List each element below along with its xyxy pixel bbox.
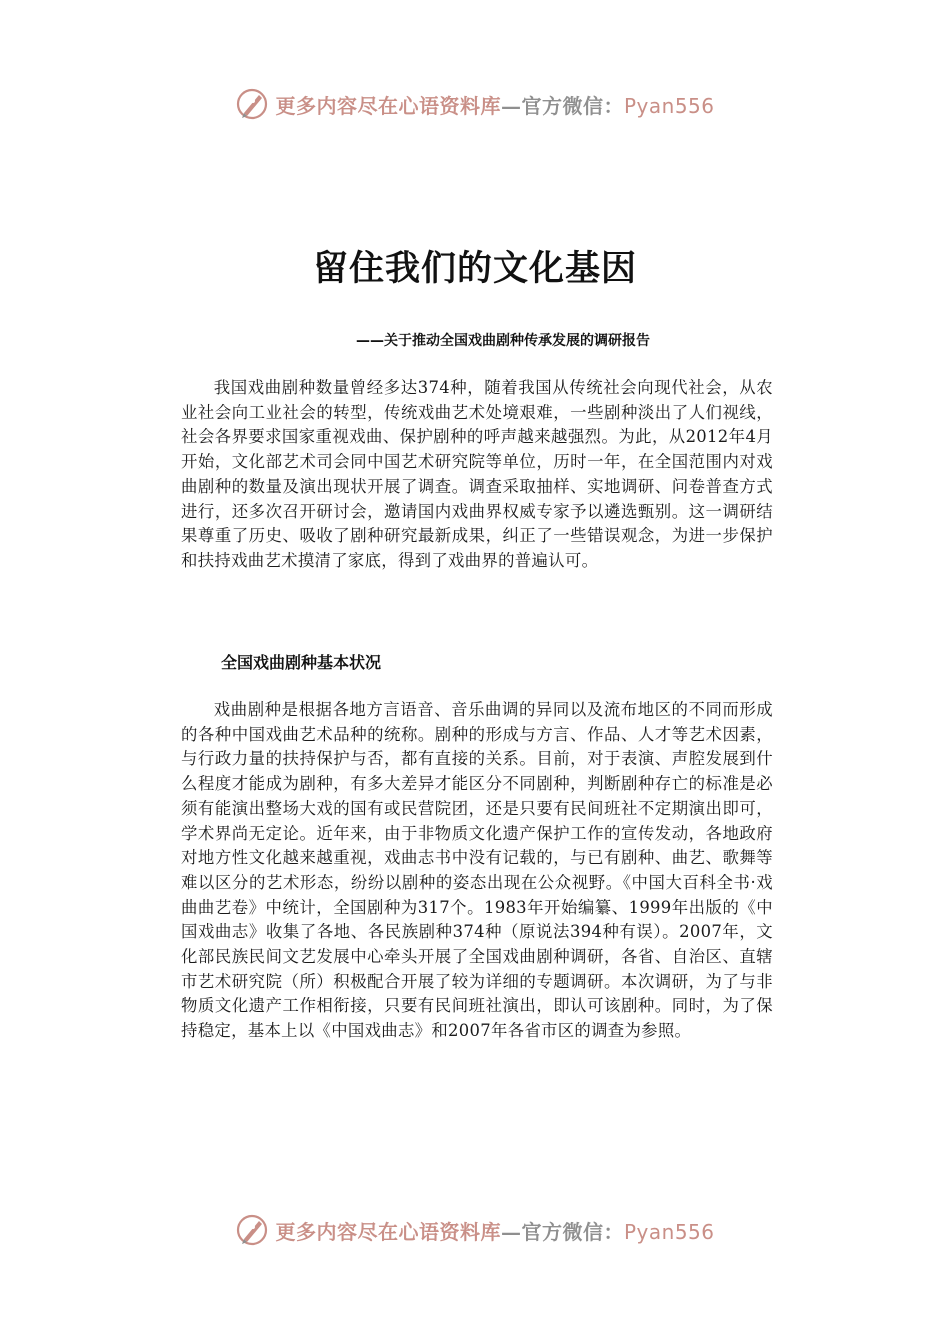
footer-banner-main-text: 更多内容尽在心语资料库 — [275, 1219, 501, 1244]
section-heading: 全国戏曲剧种基本状况 — [221, 653, 382, 672]
section-paragraph: 戏曲剧种是根据各地方言语音、音乐曲调的异同以及流布地区的不同而形成的各种中国戏曲艺术品种的统称。剧种的形成与方言、作品、人才等艺术因素，与行政力量的扶持保护与否，都有直接的关系。目前，对于表演、声腔发展到什么程度才能成为剧种，有多大差异才能区分不同剧种，判断剧种存亡的标准是必须有能演出整场大戏的国有或民营院团，还是只要有民间班社不定期演出即可，学术界尚无定论。近年来，由于非物质文化遗产保护工作的宣传发动，各地政府对地方性文化越来越重视，戏曲志书中没有记载的，与已有剧种、曲艺、歌舞等难以区分的艺术形态，纷纷以剧种的姿态出现在公众视野。《中国大百科全书·戏曲曲艺卷》中统计，全国剧种为317个。1983年开始编纂、1999年出版的《中国戏曲志》收集了各地、各民族剧种374种（原说法394种有误）。2007年，文化部民族民间文艺发展中心牵头开展了全国戏曲剧种调研，各省、自治区、直辖市艺术研究院（所）积极配合开展了较为详细的专题调研。本次调研，为了与非物质文化遗产工作相衔接，只要有民间班社演出，即认可该剧种。同时，为了保持稳定，基本上以《中国戏曲志》和2007年各省市区的调查为参照。 — [181, 700, 773, 1041]
pen-logo-icon — [235, 87, 269, 121]
banner-text — [275, 90, 714, 119]
footer-banner-wechat-label: 官方微信： — [521, 1219, 624, 1244]
pen-logo-icon — [235, 1213, 269, 1247]
footer-banner-wechat-id: Pyan556 — [623, 1219, 715, 1244]
banner-wechat-id: Pyan556 — [623, 93, 715, 118]
banner-dash: — — [500, 93, 522, 118]
footer-banner — [0, 1210, 950, 1250]
document-subtitle: ——关于推动全国戏曲剧种传承发展的调研报告 — [356, 333, 650, 349]
document-title: 留住我们的文化基因 — [312, 249, 637, 290]
banner-wechat-label: 官方微信： — [521, 93, 624, 118]
banner-main-text: 更多内容尽在心语资料库 — [275, 93, 501, 118]
header-banner — [0, 84, 950, 124]
footer-banner-text — [275, 1216, 714, 1245]
intro-paragraph: 我国戏曲剧种数量曾经多达374种，随着我国从传统社会向现代社会，从农业社会向工业社会的转型，传统戏曲艺术处境艰难，一些剧种淡出了人们视线，社会各界要求国家重视戏曲、保护剧种的呼声越来越强烈。为此，从2012年4月开始，文化部艺术司会同中国艺术研究院等单位，历时一年，在全国范围内对戏曲剧种的数量及演出现状开展了调查。调查采取抽样、实地调研、问卷普查方式进行，还多次召开研讨会，邀请国内戏曲界权威专家予以遴选甄别。这一调研结果尊重了历史、吸收了剧种研究最新成果，纠正了一些错误观念，为进一步保护和扶持戏曲艺术摸清了家底，得到了戏曲界的普遍认可。 — [181, 378, 773, 570]
footer-banner-dash: — — [500, 1219, 522, 1244]
